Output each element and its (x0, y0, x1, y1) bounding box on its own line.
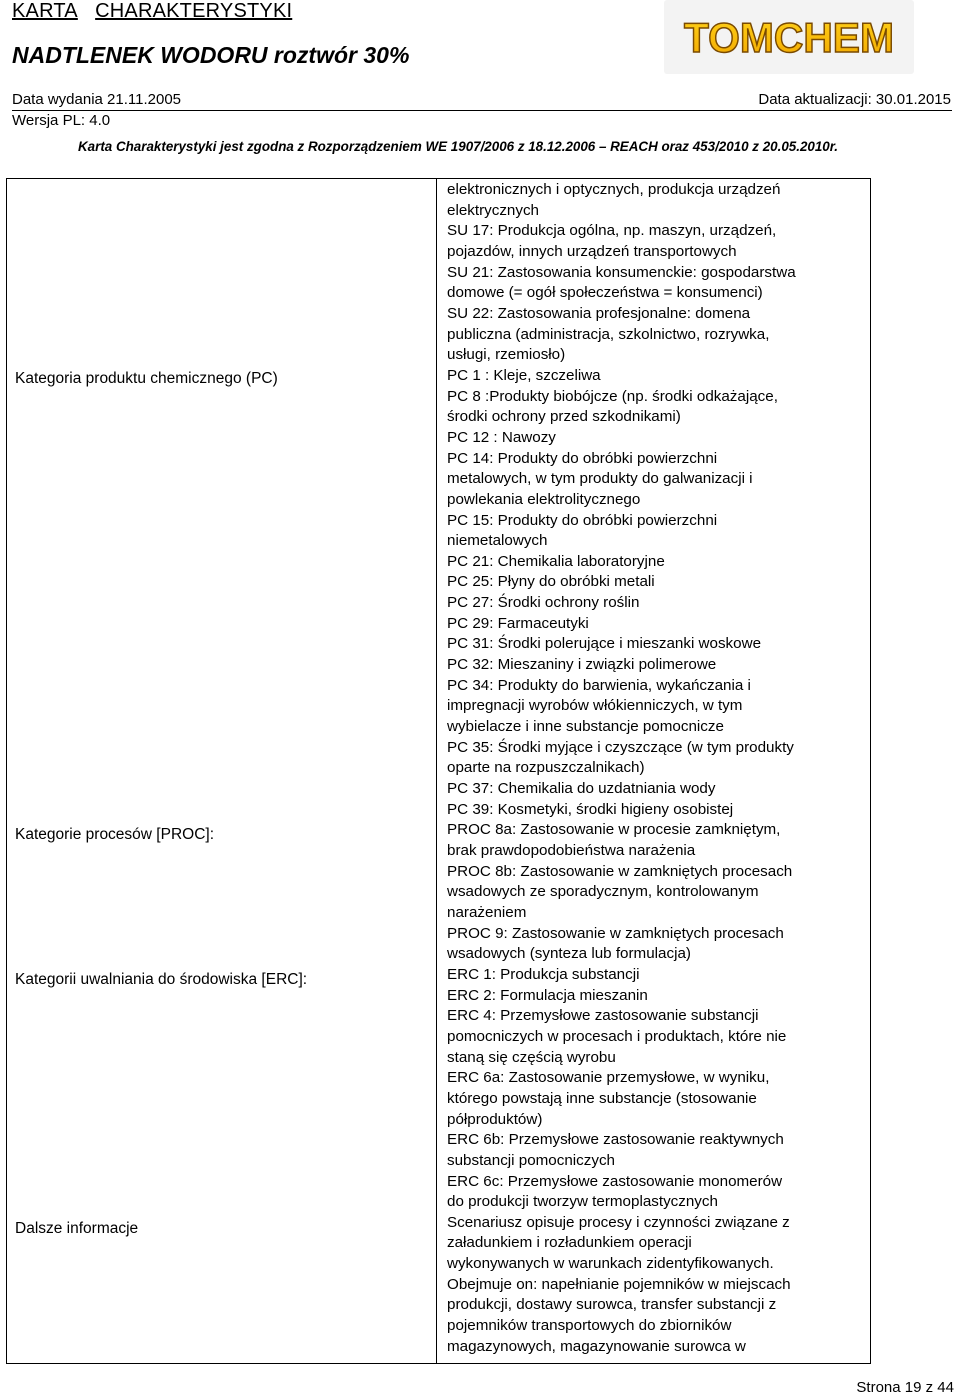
value-line: PC 12 : Nawozy (447, 428, 556, 446)
value-line: do produkcji tworzyw termoplastycznych (447, 1193, 718, 1211)
value-line: SU 21: Zastosowania konsumenckie: gospodarstwa (447, 263, 796, 281)
label-more-info: Dalsze informacje (15, 1220, 139, 1237)
value-line: usługi, rzemiosło) (447, 346, 566, 364)
value-line: oparte na rozpuszczalnikach) (447, 759, 645, 777)
value-line: substancji pomocniczych (447, 1151, 615, 1169)
value-line: ERC 6b: Przemysłowe zastosowanie reaktywnych (447, 1131, 784, 1149)
value-line: PC 32: Mieszaniny i związki polimerowe (447, 656, 717, 674)
value-line: SU 17: Produkcja ogólna, np. maszyn, urządzeń, (447, 222, 777, 240)
value-line: wsadowych (synteza lub formulacja) (447, 945, 691, 963)
value-line: ERC 6a: Zastosowanie przemysłowe, w wyniku, (447, 1069, 770, 1087)
value-line: elektrycznych (447, 201, 540, 219)
value-line: narażeniem (447, 903, 527, 921)
value-line: PC 15: Produkty do obróbki powierzchni (447, 511, 718, 529)
value-line: SU 22: Zastosowania profesjonalne: domena (447, 304, 751, 322)
value-line: załadunkiem i rozładunkiem operacji (447, 1234, 692, 1252)
value-line: wsadowych ze sporadycznym, kontrolowanym (447, 883, 759, 901)
value-line: domowe (= ogół społeczeństwa = konsumenci) (447, 284, 763, 302)
column-divider (436, 179, 437, 1363)
value-line: pomocniczych w procesach i produktach, które nie (447, 1027, 787, 1045)
value-line: PC 25: Płyny do obróbki metali (447, 573, 655, 591)
value-line: ERC 1: Produkcja substancji (447, 965, 640, 983)
value-line: środki ochrony przed szkodnikami) (447, 408, 681, 426)
label-pc: Kategoria produktu chemicznego (PC) (15, 370, 278, 387)
value-line: powlekania elektrolitycznego (447, 490, 641, 508)
value-line: PC 1 : Kleje, szczeliwa (447, 366, 601, 384)
value-line: PC 39: Kosmetyki, środki higieny osobistej (447, 800, 734, 818)
value-line: PROC 9: Zastosowanie w zamkniętych procesach (447, 924, 784, 942)
value-line: wykonywanych w warunkach zidentyfikowanych. (447, 1255, 774, 1273)
label-erc: Kategorii uwalniania do środowiska [ERC]: (15, 971, 308, 988)
value-line: pojemników transportowych do zbiorników (447, 1317, 732, 1335)
tomchem-logo (664, 0, 914, 74)
value-line: metalowych, w tym produkty do galwanizacji i (447, 470, 753, 488)
value-line: którego powstają inne substancje (stosowanie (447, 1089, 757, 1107)
value-line: Obejmuje on: napełnianie pojemników w miejscach (447, 1275, 791, 1293)
page-number: Strona 19 z 44 (856, 1379, 954, 1396)
value-line: produkcji, dostawy surowca, transfer substancji z (447, 1296, 777, 1314)
logo-text: TOMCHEM (684, 14, 894, 61)
value-line: wybielacze i inne substancje pomocnicze (447, 718, 724, 736)
value-line: ERC 2: Formulacja mieszanin (447, 986, 648, 1004)
value-line: PC 27: Środki ochrony roślin (447, 594, 640, 612)
value-line: pojazdów, innych urządzeń transportowych (447, 242, 737, 260)
update-date: Data aktualizacji: 30.01.2015 (758, 91, 951, 108)
value-line: staną się częścią wyrobu (447, 1048, 616, 1066)
heading-word-karta: KARTA (12, 0, 78, 22)
value-line: PC 29: Farmaceutyki (447, 614, 589, 632)
value-line: PROC 8b: Zastosowanie w zamkniętych procesach (447, 862, 793, 880)
value-line: elektronicznych i optycznych, produkcja urządzeń (447, 181, 781, 198)
heading-word-charakterystyki: CHARAKTERYSTYKI (95, 0, 293, 22)
value-line: PC 37: Chemikalia do uzdatniania wody (447, 780, 716, 798)
value-line: PC 14: Produkty do obróbki powierzchni (447, 449, 718, 467)
value-line: PC 8 :Produkty biobójcze (np. środki odkażające, (447, 387, 778, 405)
value-line: ERC 4: Przemysłowe zastosowanie substancji (447, 1007, 759, 1025)
version: Wersja PL: 4.0 (12, 112, 111, 129)
usage-categories-table (6, 178, 871, 1364)
value-line: magazynowych, magazynowanie surowca w (447, 1337, 746, 1355)
value-line: półproduktów) (447, 1110, 543, 1128)
value-line: brak prawdopodobieństwa narażenia (447, 842, 696, 859)
value-line: PC 31: Środki polerujące i mieszanki woskowe (447, 635, 762, 653)
document-type-heading (12, 0, 292, 23)
product-name: NADTLENEK WODORU roztwór 30% (12, 42, 410, 68)
value-line: ERC 6c: Przemysłowe zastosowanie monomerów (447, 1172, 783, 1190)
issue-date: Data wydania 21.11.2005 (12, 91, 182, 108)
values-column (447, 180, 867, 1357)
value-line: PC 21: Chemikalia laboratoryjne (447, 552, 665, 570)
value-line: PROC 8a: Zastosowanie w procesie zamkniętym, (447, 821, 781, 839)
label-proc: Kategorie procesów [PROC]: (15, 826, 215, 843)
header-rule (12, 110, 952, 111)
value-line: PC 34: Produkty do barwienia, wykańczania i (447, 676, 751, 694)
value-line: impregnacji wyrobów włókienniczych, w tym (447, 697, 743, 715)
value-line: PC 35: Środki myjące i czyszczące (w tym produkty (447, 738, 794, 756)
value-line: publiczna (administracja, szkolnictwo, rozrywka, (447, 325, 770, 343)
regulation-note: Karta Charakterystyki jest zgodna z Rozporządzeniem WE 1907/2006 z 18.12.2006 – REACH oraz 453/2010 z 20.05.2010r. (78, 139, 838, 154)
value-line: niemetalowych (447, 532, 548, 550)
value-line: Scenariusz opisuje procesy i czynności związane z (447, 1213, 790, 1231)
